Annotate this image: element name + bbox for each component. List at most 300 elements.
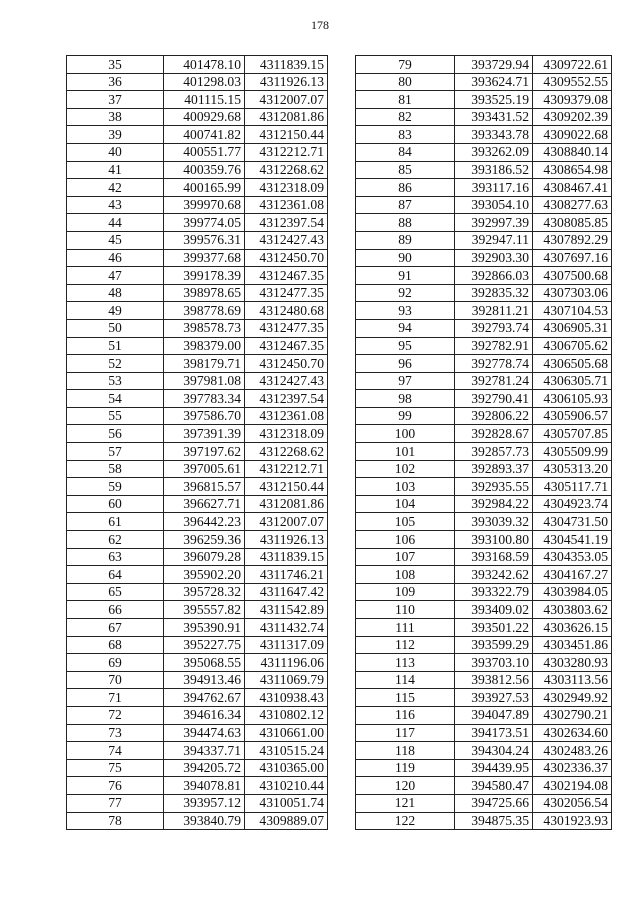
- table-row: [67, 531, 328, 549]
- table-row: [67, 742, 328, 760]
- y-coordinate-cell: 4310938.43: [245, 689, 328, 707]
- point-number-cell: 117: [356, 724, 455, 742]
- table-row: [67, 161, 328, 179]
- point-number-cell: 59: [67, 478, 164, 496]
- y-coordinate-cell: 4307104.53: [533, 302, 612, 320]
- y-coordinate-cell: 4312081.86: [245, 495, 328, 513]
- table-row: [67, 706, 328, 724]
- point-number-cell: 101: [356, 443, 455, 461]
- y-coordinate-cell: 4311432.74: [245, 619, 328, 637]
- point-number-cell: 70: [67, 671, 164, 689]
- y-coordinate-cell: 4306905.31: [533, 319, 612, 337]
- y-coordinate-cell: 4303113.56: [533, 671, 612, 689]
- y-coordinate-cell: 4312361.08: [245, 196, 328, 214]
- y-coordinate-cell: 4304541.19: [533, 531, 612, 549]
- y-coordinate-cell: 4306705.62: [533, 337, 612, 355]
- point-number-cell: 76: [67, 777, 164, 795]
- point-number-cell: 91: [356, 267, 455, 285]
- point-number-cell: 51: [67, 337, 164, 355]
- point-number-cell: 36: [67, 73, 164, 91]
- point-number-cell: 110: [356, 601, 455, 619]
- x-coordinate-cell: 394078.81: [164, 777, 245, 795]
- x-coordinate-cell: 394762.67: [164, 689, 245, 707]
- point-number-cell: 121: [356, 794, 455, 812]
- y-coordinate-cell: 4312477.35: [245, 319, 328, 337]
- y-coordinate-cell: 4312397.54: [245, 390, 328, 408]
- table-row: [356, 231, 612, 249]
- x-coordinate-cell: 397005.61: [164, 460, 245, 478]
- y-coordinate-cell: 4308654.98: [533, 161, 612, 179]
- table-row: [356, 548, 612, 566]
- table-row: [67, 407, 328, 425]
- y-coordinate-cell: 4302949.92: [533, 689, 612, 707]
- x-coordinate-cell: 393409.02: [455, 601, 533, 619]
- table-row: [67, 73, 328, 91]
- point-number-cell: 78: [67, 812, 164, 830]
- y-coordinate-cell: 4312212.71: [245, 460, 328, 478]
- point-number-cell: 106: [356, 531, 455, 549]
- table-row: [356, 777, 612, 795]
- point-number-cell: 98: [356, 390, 455, 408]
- x-coordinate-cell: 393927.53: [455, 689, 533, 707]
- x-coordinate-cell: 394875.35: [455, 812, 533, 830]
- point-number-cell: 50: [67, 319, 164, 337]
- point-number-cell: 93: [356, 302, 455, 320]
- table-row: [67, 566, 328, 584]
- y-coordinate-cell: 4309022.68: [533, 126, 612, 144]
- x-coordinate-cell: 396442.23: [164, 513, 245, 531]
- y-coordinate-cell: 4306305.71: [533, 372, 612, 390]
- table-row: [67, 249, 328, 267]
- table-row: [67, 337, 328, 355]
- point-number-cell: 96: [356, 355, 455, 373]
- point-number-cell: 122: [356, 812, 455, 830]
- table-row: [67, 143, 328, 161]
- table-row: [356, 794, 612, 812]
- point-number-cell: 116: [356, 706, 455, 724]
- x-coordinate-cell: 400929.68: [164, 108, 245, 126]
- y-coordinate-cell: 4307892.29: [533, 231, 612, 249]
- y-coordinate-cell: 4304731.50: [533, 513, 612, 531]
- table-row: [67, 443, 328, 461]
- point-number-cell: 47: [67, 267, 164, 285]
- point-number-cell: 55: [67, 407, 164, 425]
- y-coordinate-cell: 4312427.43: [245, 231, 328, 249]
- x-coordinate-cell: 392782.91: [455, 337, 533, 355]
- table-row: [356, 742, 612, 760]
- point-number-cell: 80: [356, 73, 455, 91]
- y-coordinate-cell: 4305906.57: [533, 407, 612, 425]
- table-row: [356, 443, 612, 461]
- y-coordinate-cell: 4302634.60: [533, 724, 612, 742]
- y-coordinate-cell: 4311839.15: [245, 56, 328, 74]
- table-row: [67, 319, 328, 337]
- table-row: [67, 460, 328, 478]
- y-coordinate-cell: 4302483.26: [533, 742, 612, 760]
- table-row: [67, 214, 328, 232]
- point-number-cell: 53: [67, 372, 164, 390]
- table-row: [356, 460, 612, 478]
- x-coordinate-cell: 397197.62: [164, 443, 245, 461]
- table-row: [356, 619, 612, 637]
- table-row: [356, 566, 612, 584]
- table-row: [67, 495, 328, 513]
- y-coordinate-cell: 4312268.62: [245, 161, 328, 179]
- x-coordinate-cell: 395902.20: [164, 566, 245, 584]
- table-row: [67, 583, 328, 601]
- table-row: [356, 583, 612, 601]
- point-number-cell: 69: [67, 654, 164, 672]
- y-coordinate-cell: 4312361.08: [245, 407, 328, 425]
- table-row: [67, 478, 328, 496]
- table-row: [67, 759, 328, 777]
- y-coordinate-cell: 4307697.16: [533, 249, 612, 267]
- point-number-cell: 109: [356, 583, 455, 601]
- point-number-cell: 82: [356, 108, 455, 126]
- page-number: 178: [311, 18, 329, 32]
- point-number-cell: 49: [67, 302, 164, 320]
- point-number-cell: 54: [67, 390, 164, 408]
- y-coordinate-cell: 4302336.37: [533, 759, 612, 777]
- point-number-cell: 64: [67, 566, 164, 584]
- x-coordinate-cell: 392857.73: [455, 443, 533, 461]
- table-row: [67, 724, 328, 742]
- y-coordinate-cell: 4312467.35: [245, 337, 328, 355]
- table-row: [356, 143, 612, 161]
- x-coordinate-cell: 393624.71: [455, 73, 533, 91]
- point-number-cell: 118: [356, 742, 455, 760]
- coordinate-table-left: [66, 55, 328, 830]
- y-coordinate-cell: 4310051.74: [245, 794, 328, 812]
- y-coordinate-cell: 4310515.24: [245, 742, 328, 760]
- point-number-cell: 48: [67, 284, 164, 302]
- table-row: [356, 390, 612, 408]
- table-row: [67, 812, 328, 830]
- table-row: [356, 724, 612, 742]
- y-coordinate-cell: 4308467.41: [533, 179, 612, 197]
- table-row: [356, 73, 612, 91]
- point-number-cell: 75: [67, 759, 164, 777]
- x-coordinate-cell: 399576.31: [164, 231, 245, 249]
- table-row: [356, 636, 612, 654]
- x-coordinate-cell: 393525.19: [455, 91, 533, 109]
- x-coordinate-cell: 398978.65: [164, 284, 245, 302]
- point-number-cell: 107: [356, 548, 455, 566]
- x-coordinate-cell: 394439.95: [455, 759, 533, 777]
- point-number-cell: 71: [67, 689, 164, 707]
- point-number-cell: 45: [67, 231, 164, 249]
- x-coordinate-cell: 393703.10: [455, 654, 533, 672]
- table-row: [356, 179, 612, 197]
- table-row: [356, 812, 612, 830]
- table-row: [67, 284, 328, 302]
- x-coordinate-cell: 398778.69: [164, 302, 245, 320]
- y-coordinate-cell: 4312212.71: [245, 143, 328, 161]
- point-number-cell: 86: [356, 179, 455, 197]
- x-coordinate-cell: 392947.11: [455, 231, 533, 249]
- point-number-cell: 57: [67, 443, 164, 461]
- table-row: [356, 689, 612, 707]
- table-row: [356, 513, 612, 531]
- x-coordinate-cell: 394173.51: [455, 724, 533, 742]
- point-number-cell: 40: [67, 143, 164, 161]
- point-number-cell: 102: [356, 460, 455, 478]
- table-row: [67, 56, 328, 74]
- x-coordinate-cell: 395557.82: [164, 601, 245, 619]
- x-coordinate-cell: 397586.70: [164, 407, 245, 425]
- x-coordinate-cell: 393100.80: [455, 531, 533, 549]
- x-coordinate-cell: 396627.71: [164, 495, 245, 513]
- y-coordinate-cell: 4312150.44: [245, 478, 328, 496]
- table-row: [356, 654, 612, 672]
- point-number-cell: 74: [67, 742, 164, 760]
- x-coordinate-cell: 394047.89: [455, 706, 533, 724]
- point-number-cell: 113: [356, 654, 455, 672]
- x-coordinate-cell: 396259.36: [164, 531, 245, 549]
- y-coordinate-cell: 4311926.13: [245, 73, 328, 91]
- x-coordinate-cell: 392935.55: [455, 478, 533, 496]
- y-coordinate-cell: 4309202.39: [533, 108, 612, 126]
- y-coordinate-cell: 4309379.08: [533, 91, 612, 109]
- table-row: [356, 495, 612, 513]
- x-coordinate-cell: 401115.15: [164, 91, 245, 109]
- y-coordinate-cell: 4303626.15: [533, 619, 612, 637]
- point-number-cell: 56: [67, 425, 164, 443]
- x-coordinate-cell: 394725.66: [455, 794, 533, 812]
- y-coordinate-cell: 4311647.42: [245, 583, 328, 601]
- x-coordinate-cell: 392835.32: [455, 284, 533, 302]
- x-coordinate-cell: 393168.59: [455, 548, 533, 566]
- x-coordinate-cell: 400165.99: [164, 179, 245, 197]
- x-coordinate-cell: 393957.12: [164, 794, 245, 812]
- point-number-cell: 38: [67, 108, 164, 126]
- x-coordinate-cell: 397783.34: [164, 390, 245, 408]
- table-row: [356, 407, 612, 425]
- point-number-cell: 37: [67, 91, 164, 109]
- point-number-cell: 60: [67, 495, 164, 513]
- table-row: [67, 636, 328, 654]
- table-row: [356, 267, 612, 285]
- x-coordinate-cell: 393599.29: [455, 636, 533, 654]
- x-coordinate-cell: 392793.74: [455, 319, 533, 337]
- x-coordinate-cell: 401478.10: [164, 56, 245, 74]
- x-coordinate-cell: 397391.39: [164, 425, 245, 443]
- y-coordinate-cell: 4312450.70: [245, 249, 328, 267]
- y-coordinate-cell: 4311196.06: [245, 654, 328, 672]
- point-number-cell: 43: [67, 196, 164, 214]
- table-row: [356, 671, 612, 689]
- y-coordinate-cell: 4305313.20: [533, 460, 612, 478]
- point-number-cell: 35: [67, 56, 164, 74]
- y-coordinate-cell: 4312318.09: [245, 179, 328, 197]
- table-row: [356, 126, 612, 144]
- point-number-cell: 73: [67, 724, 164, 742]
- table-row: [356, 284, 612, 302]
- point-number-cell: 90: [356, 249, 455, 267]
- x-coordinate-cell: 393729.94: [455, 56, 533, 74]
- x-coordinate-cell: 400741.82: [164, 126, 245, 144]
- x-coordinate-cell: 395068.55: [164, 654, 245, 672]
- y-coordinate-cell: 4303451.86: [533, 636, 612, 654]
- y-coordinate-cell: 4309889.07: [245, 812, 328, 830]
- point-number-cell: 79: [356, 56, 455, 74]
- x-coordinate-cell: 400551.77: [164, 143, 245, 161]
- x-coordinate-cell: 392893.37: [455, 460, 533, 478]
- x-coordinate-cell: 400359.76: [164, 161, 245, 179]
- point-number-cell: 85: [356, 161, 455, 179]
- x-coordinate-cell: 393054.10: [455, 196, 533, 214]
- x-coordinate-cell: 397981.08: [164, 372, 245, 390]
- x-coordinate-cell: 393242.62: [455, 566, 533, 584]
- x-coordinate-cell: 392828.67: [455, 425, 533, 443]
- x-coordinate-cell: 393343.78: [455, 126, 533, 144]
- y-coordinate-cell: 4309722.61: [533, 56, 612, 74]
- x-coordinate-cell: 398179.71: [164, 355, 245, 373]
- x-coordinate-cell: 395390.91: [164, 619, 245, 637]
- table-row: [356, 91, 612, 109]
- point-number-cell: 114: [356, 671, 455, 689]
- y-coordinate-cell: 4305707.85: [533, 425, 612, 443]
- x-coordinate-cell: 392781.24: [455, 372, 533, 390]
- table-row: [67, 654, 328, 672]
- table-row: [356, 196, 612, 214]
- x-coordinate-cell: 399774.05: [164, 214, 245, 232]
- table-row: [356, 161, 612, 179]
- table-row: [67, 302, 328, 320]
- y-coordinate-cell: 4310661.00: [245, 724, 328, 742]
- y-coordinate-cell: 4306505.68: [533, 355, 612, 373]
- table-row: [356, 478, 612, 496]
- table-row: [67, 126, 328, 144]
- y-coordinate-cell: 4312467.35: [245, 267, 328, 285]
- y-coordinate-cell: 4301923.93: [533, 812, 612, 830]
- x-coordinate-cell: 392790.41: [455, 390, 533, 408]
- table-row: [356, 355, 612, 373]
- point-number-cell: 97: [356, 372, 455, 390]
- table-row: [356, 425, 612, 443]
- table-row: [67, 196, 328, 214]
- point-number-cell: 105: [356, 513, 455, 531]
- point-number-cell: 46: [67, 249, 164, 267]
- point-number-cell: 83: [356, 126, 455, 144]
- y-coordinate-cell: 4307500.68: [533, 267, 612, 285]
- y-coordinate-cell: 4311069.79: [245, 671, 328, 689]
- y-coordinate-cell: 4302056.54: [533, 794, 612, 812]
- y-coordinate-cell: 4304353.05: [533, 548, 612, 566]
- point-number-cell: 41: [67, 161, 164, 179]
- y-coordinate-cell: 4310365.00: [245, 759, 328, 777]
- point-number-cell: 95: [356, 337, 455, 355]
- table-row: [356, 372, 612, 390]
- table-row: [67, 601, 328, 619]
- x-coordinate-cell: 393039.32: [455, 513, 533, 531]
- y-coordinate-cell: 4312427.43: [245, 372, 328, 390]
- table-row: [356, 249, 612, 267]
- x-coordinate-cell: 393501.22: [455, 619, 533, 637]
- point-number-cell: 68: [67, 636, 164, 654]
- point-number-cell: 84: [356, 143, 455, 161]
- table-row: [67, 548, 328, 566]
- table-row: [67, 671, 328, 689]
- table-row: [356, 759, 612, 777]
- x-coordinate-cell: 394616.34: [164, 706, 245, 724]
- table-row: [67, 619, 328, 637]
- x-coordinate-cell: 399377.68: [164, 249, 245, 267]
- x-coordinate-cell: 392984.22: [455, 495, 533, 513]
- y-coordinate-cell: 4303803.62: [533, 601, 612, 619]
- x-coordinate-cell: 395227.75: [164, 636, 245, 654]
- point-number-cell: 94: [356, 319, 455, 337]
- point-number-cell: 104: [356, 495, 455, 513]
- table-row: [356, 108, 612, 126]
- x-coordinate-cell: 392997.39: [455, 214, 533, 232]
- x-coordinate-cell: 394205.72: [164, 759, 245, 777]
- y-coordinate-cell: 4311542.89: [245, 601, 328, 619]
- y-coordinate-cell: 4312007.07: [245, 91, 328, 109]
- point-number-cell: 67: [67, 619, 164, 637]
- x-coordinate-cell: 398379.00: [164, 337, 245, 355]
- table-row: [356, 214, 612, 232]
- point-number-cell: 72: [67, 706, 164, 724]
- point-number-cell: 103: [356, 478, 455, 496]
- x-coordinate-cell: 399178.39: [164, 267, 245, 285]
- point-number-cell: 44: [67, 214, 164, 232]
- point-number-cell: 88: [356, 214, 455, 232]
- y-coordinate-cell: 4309552.55: [533, 73, 612, 91]
- x-coordinate-cell: 394337.71: [164, 742, 245, 760]
- y-coordinate-cell: 4312150.44: [245, 126, 328, 144]
- y-coordinate-cell: 4312450.70: [245, 355, 328, 373]
- point-number-cell: 119: [356, 759, 455, 777]
- y-coordinate-cell: 4311839.15: [245, 548, 328, 566]
- x-coordinate-cell: 396815.57: [164, 478, 245, 496]
- x-coordinate-cell: 394580.47: [455, 777, 533, 795]
- y-coordinate-cell: 4312480.68: [245, 302, 328, 320]
- table-row: [67, 267, 328, 285]
- x-coordinate-cell: 394474.63: [164, 724, 245, 742]
- point-number-cell: 77: [67, 794, 164, 812]
- table-row: [67, 91, 328, 109]
- table-row: [356, 601, 612, 619]
- point-number-cell: 92: [356, 284, 455, 302]
- table-row: [67, 689, 328, 707]
- table-row: [356, 531, 612, 549]
- point-number-cell: 63: [67, 548, 164, 566]
- y-coordinate-cell: 4302194.08: [533, 777, 612, 795]
- x-coordinate-cell: 399970.68: [164, 196, 245, 214]
- y-coordinate-cell: 4308840.14: [533, 143, 612, 161]
- x-coordinate-cell: 393840.79: [164, 812, 245, 830]
- x-coordinate-cell: 394304.24: [455, 742, 533, 760]
- point-number-cell: 81: [356, 91, 455, 109]
- table-row: [67, 179, 328, 197]
- point-number-cell: 39: [67, 126, 164, 144]
- y-coordinate-cell: 4305509.99: [533, 443, 612, 461]
- point-number-cell: 61: [67, 513, 164, 531]
- y-coordinate-cell: 4312477.35: [245, 284, 328, 302]
- y-coordinate-cell: 4304923.74: [533, 495, 612, 513]
- table-row: [67, 372, 328, 390]
- point-number-cell: 58: [67, 460, 164, 478]
- x-coordinate-cell: 393186.52: [455, 161, 533, 179]
- y-coordinate-cell: 4310802.12: [245, 706, 328, 724]
- y-coordinate-cell: 4312318.09: [245, 425, 328, 443]
- point-number-cell: 62: [67, 531, 164, 549]
- point-number-cell: 89: [356, 231, 455, 249]
- y-coordinate-cell: 4303984.05: [533, 583, 612, 601]
- x-coordinate-cell: 398578.73: [164, 319, 245, 337]
- point-number-cell: 66: [67, 601, 164, 619]
